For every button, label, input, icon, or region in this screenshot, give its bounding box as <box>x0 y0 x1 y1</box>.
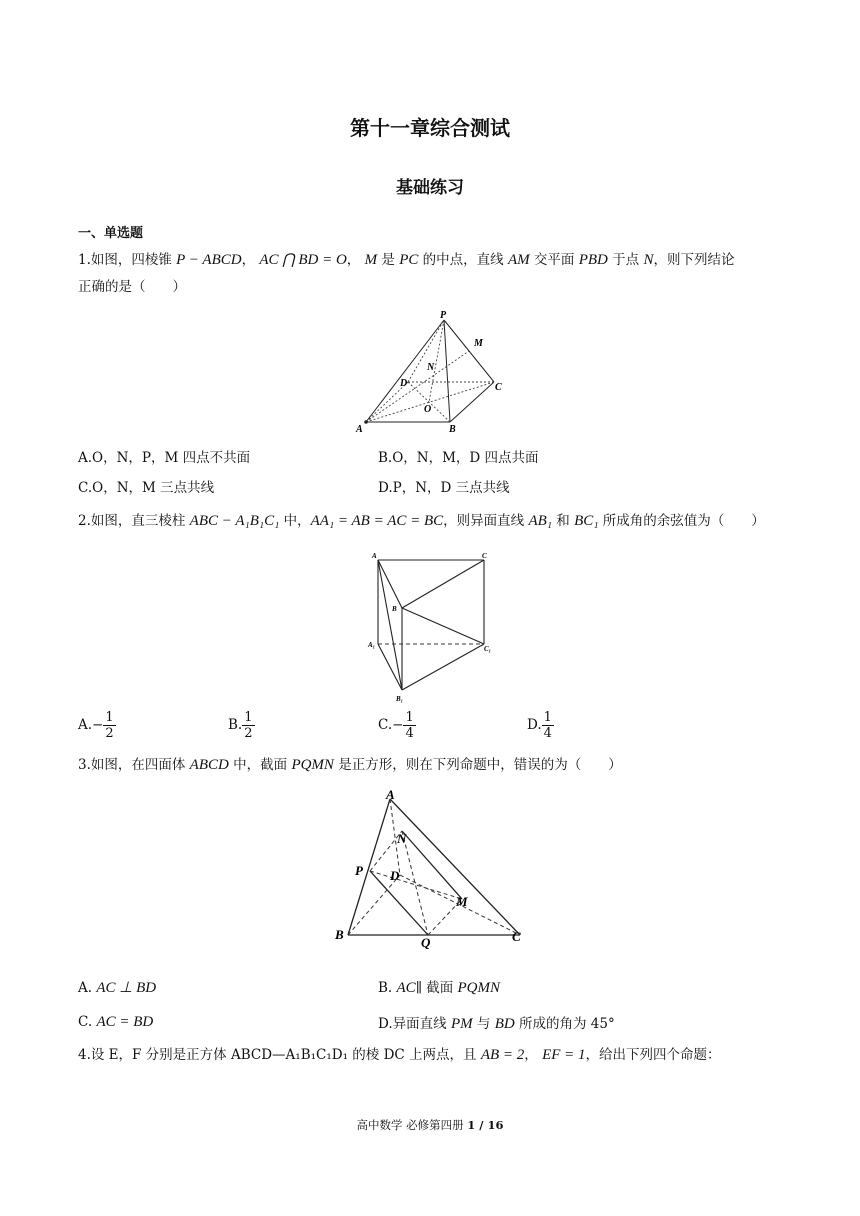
q2-option-a <box>78 710 116 741</box>
option-sign: − <box>92 717 104 733</box>
q2-math: BC₁ <box>574 513 599 529</box>
label-A: A <box>372 552 377 560</box>
q1-math: AC ⋂ BD = O <box>259 252 347 268</box>
label-C: C <box>495 382 502 393</box>
option-math: AC = BD <box>96 1014 154 1030</box>
label-P: P <box>355 863 363 878</box>
q1-math: AM <box>507 252 530 268</box>
question-1 <box>78 247 788 301</box>
option-sign: − <box>392 717 404 733</box>
q2-option-b <box>228 710 255 741</box>
label-P: P <box>440 310 447 321</box>
label-A1: A₁ <box>368 641 376 649</box>
q4-text: 4.设 E，F 分别是正方体 ABCD—A₁B₁C₁D₁ 的棱 DC 上两点，且 <box>78 1047 481 1063</box>
q2-option-c <box>378 710 416 741</box>
page-title: 第十一章综合测试 <box>350 116 510 140</box>
option-math: PM <box>450 1016 473 1032</box>
q2-text: ，则异面直线 <box>443 513 529 529</box>
option-text: 与 <box>472 1016 495 1032</box>
q4-math: AB = 2 <box>480 1047 525 1063</box>
q1-text: 于点 <box>607 252 644 268</box>
label-M: M <box>474 338 483 349</box>
q3-text: 中，截面 <box>228 757 292 773</box>
fraction <box>542 710 554 741</box>
option-math: AC <box>396 980 416 996</box>
option-math: BD <box>494 1016 515 1032</box>
page-number: 1 / 16 <box>467 1118 504 1132</box>
label-D: D <box>400 378 408 389</box>
q3-text: 3.如图，在四面体 <box>78 757 190 773</box>
question-4 <box>78 1042 788 1069</box>
label-B: B <box>449 424 456 435</box>
label-O: O <box>424 404 432 415</box>
q3-option-a <box>78 978 156 997</box>
label-N: N <box>397 831 407 846</box>
q1-math: PBD <box>578 252 608 268</box>
option-prefix: A. <box>78 717 93 733</box>
tetrahedron-diagram <box>330 785 530 955</box>
label-D: D <box>390 868 400 883</box>
q3-option-c <box>78 1014 153 1031</box>
q1-text: 的中点，直线 <box>418 252 508 268</box>
q1-text: 1.如图，四棱锥 <box>78 252 177 268</box>
numerator: 1 <box>244 710 253 725</box>
denominator: 4 <box>405 726 414 741</box>
denominator: 2 <box>105 726 114 741</box>
q1-option-d: D.P，N，D 三点共线 <box>378 480 510 496</box>
denominator: 2 <box>244 726 253 741</box>
q2-option-d <box>527 710 554 741</box>
q2-math: AA₁ = AB = AC = BC <box>310 513 444 529</box>
label-Q: Q <box>421 935 431 950</box>
fraction <box>403 710 415 741</box>
label-A: A <box>356 424 363 435</box>
pyramid-diagram <box>352 308 512 436</box>
page-subtitle: 基础练习 <box>396 178 464 198</box>
section-heading: 一、单选题 <box>78 226 144 241</box>
q1-option-c: C.O，N，M 三点共线 <box>78 480 215 496</box>
option-text: ∥ 截面 <box>415 980 458 996</box>
q1-text: 是 <box>377 252 400 268</box>
figure-tetrahedron <box>330 785 530 959</box>
label-N: N <box>427 362 435 373</box>
option-text: 所成的角为 45° <box>514 1016 615 1032</box>
q1-text: 交平面 <box>529 252 579 268</box>
prism-diagram <box>366 548 500 708</box>
option-prefix: B. <box>378 980 397 996</box>
label-B: B <box>392 605 397 613</box>
label-B1: B₁ <box>396 695 404 703</box>
figure-prism <box>366 548 500 712</box>
q3-math: PQMN <box>291 757 334 773</box>
footer-text: 高中数学 必修第四册 <box>356 1118 468 1132</box>
option-prefix: A. <box>78 980 97 996</box>
q3-text: 是正方形，则在下列命题中，错误的为（ ） <box>333 757 622 773</box>
fraction <box>103 710 115 741</box>
label-C1: C₁ <box>484 645 492 653</box>
label-A: A <box>386 787 395 802</box>
q2-text: 中， <box>279 513 311 529</box>
q2-math: ABC − A₁B₁C₁ <box>189 513 280 529</box>
q2-text: 所成角的余弦值为（ ） <box>598 513 765 529</box>
option-math: AC ⊥ BD <box>96 980 157 996</box>
q4-text: ，给出下列四个命题： <box>585 1047 721 1063</box>
label-C: C <box>482 552 487 560</box>
q3-option-d <box>378 1012 615 1033</box>
label-B: B <box>335 927 344 942</box>
q1-text: ， <box>346 252 365 268</box>
option-prefix: D. <box>527 717 542 733</box>
numerator: 1 <box>105 710 114 725</box>
q3-option-b <box>378 976 500 997</box>
q4-math: EF = 1 <box>542 1047 586 1063</box>
q1-math: P − ABCD <box>176 252 242 268</box>
q1-math: PC <box>399 252 419 268</box>
question-2 <box>78 508 788 535</box>
q3-math: ABCD <box>189 757 229 773</box>
numerator: 1 <box>405 710 414 725</box>
option-prefix: B. <box>228 717 243 733</box>
q1-option-b: B.O，N，M，D 四点共面 <box>378 450 539 466</box>
figure-pyramid <box>352 308 512 440</box>
numerator: 1 <box>543 710 552 725</box>
q1-text: ，则下列结论 <box>653 252 735 268</box>
label-M: M <box>456 894 468 909</box>
q2-text: 2.如图，直三棱柱 <box>78 513 190 529</box>
option-prefix: D.异面直线 <box>378 1016 451 1032</box>
q1-math: N <box>643 252 654 268</box>
q2-text: 和 <box>552 513 575 529</box>
option-prefix: C. <box>378 717 393 733</box>
q1-text: ， <box>241 252 260 268</box>
q1-math: M <box>364 252 378 268</box>
q1-option-a: A.O，N，P，M 四点不共面 <box>78 450 251 466</box>
option-prefix: C. <box>78 1014 97 1030</box>
q1-text: 正确的是（ ） <box>78 279 186 295</box>
q2-math: AB₁ <box>528 513 552 529</box>
label-C: C <box>512 929 521 944</box>
page-footer <box>0 1117 860 1133</box>
option-math: PQMN <box>457 980 501 996</box>
denominator: 4 <box>543 726 552 741</box>
question-3 <box>78 752 788 779</box>
fraction <box>242 710 254 741</box>
q4-text: ， <box>524 1047 543 1063</box>
